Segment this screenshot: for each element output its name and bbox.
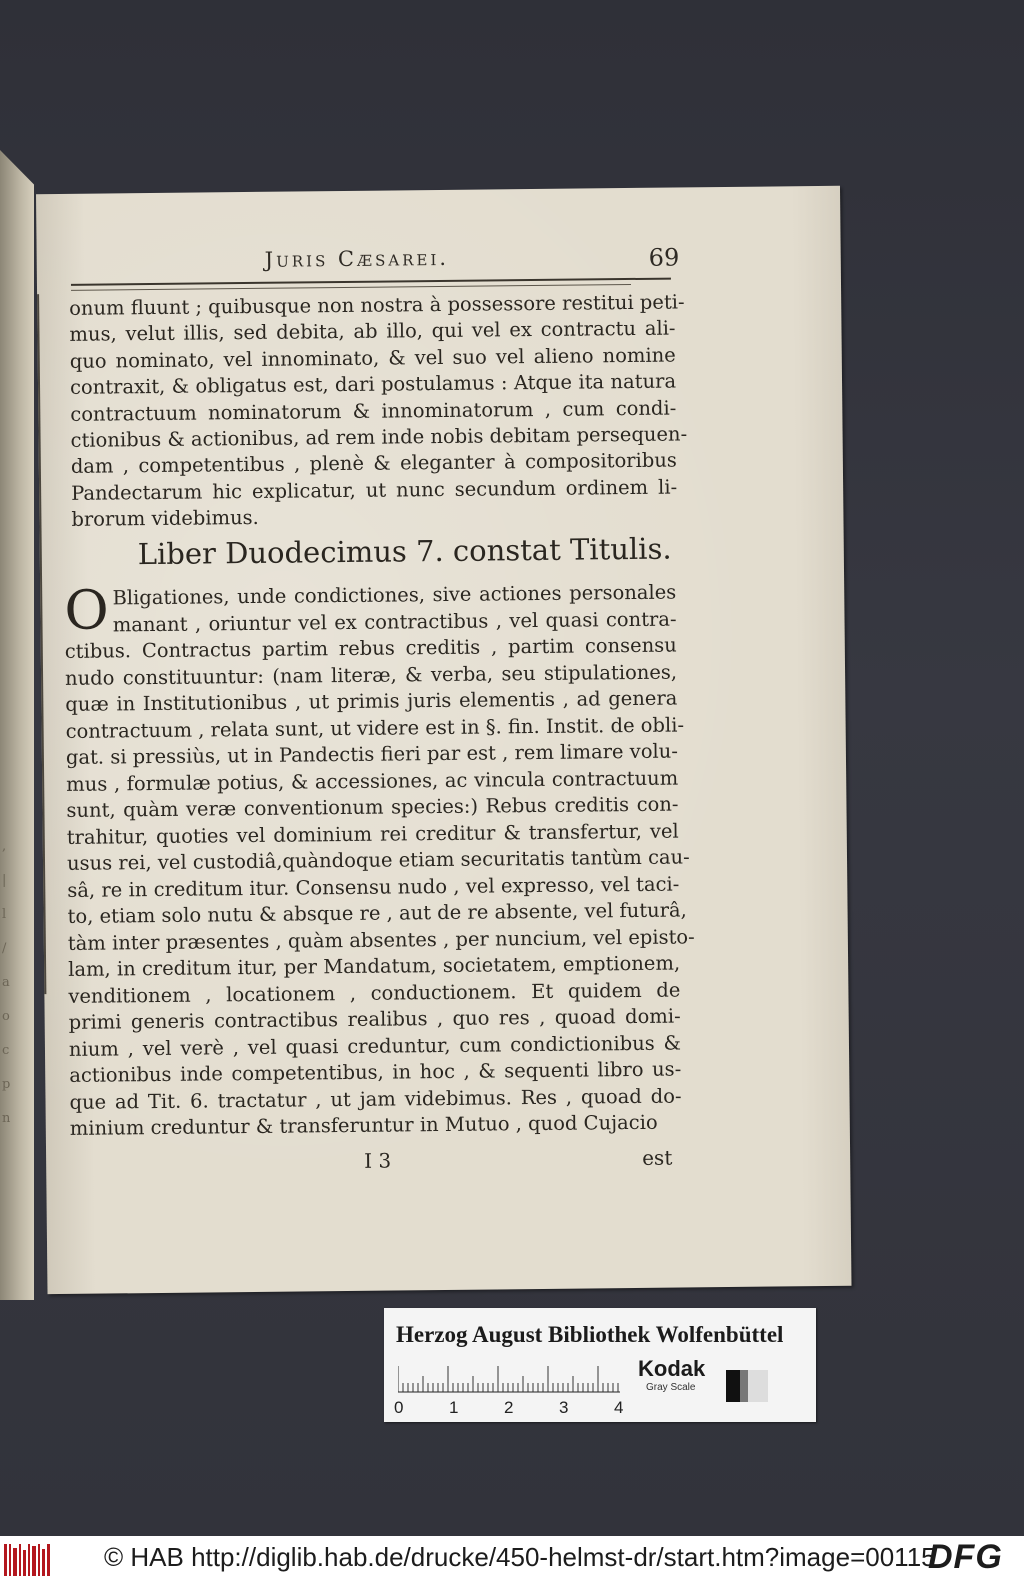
facing-page-marks: , | l / a o c p n [2, 839, 11, 1126]
copyright-link[interactable]: © HAB http://diglib.hab.de/drucke/450-helmst-dr/start.htm?image=00115 [104, 1542, 936, 1572]
text-line: manant , oriuntur vel ex contractibus , vel quasi contra- [112, 607, 677, 636]
page-number: 69 [648, 243, 680, 272]
text-line: mus , formulæ potius, & accessiones, ac vincula contractuum [66, 766, 679, 796]
text-line: Bligationes, unde condictiones, sive actiones personales [112, 580, 677, 610]
paragraph-body [64, 580, 695, 1143]
text-line: Pandectarum hic explicatur, ut nunc secundum ordinem li- [71, 475, 678, 505]
ruler-digit: 0 [394, 1398, 404, 1417]
header-rule-secondary [71, 284, 631, 291]
text-line: quæ in Institutionibus , ut primis juris elementis , ad genera [65, 686, 678, 716]
gray-scale-caption: Gray Scale [646, 1382, 696, 1393]
library-color-card [384, 1308, 816, 1422]
text-line: lam, in creditum itur, per Mandatum, societatem, emptionem, [68, 951, 681, 981]
running-head: Juris Cæsarei. [264, 245, 450, 272]
hab-logo-icon [4, 1544, 50, 1576]
ruler-digit: 3 [559, 1398, 569, 1417]
ruler-digit: 2 [504, 1398, 514, 1417]
text-line: contraxit, & obligatus est, dari postulamus : Atque ita natura [69, 369, 677, 400]
text-line: usus rei, vel custodiâ,quàndoque etiam securitatis tantùm cau- [66, 845, 690, 875]
text-line: sâ, re in creditum itur. Consensu nudo , vel expresso, vel taci- [67, 872, 680, 902]
gray-swatch-dark [726, 1370, 740, 1402]
text-line: ctionibus & actionibus, ad rem inde nobis debitam persequen- [70, 422, 688, 452]
text-line: trahitur, quoties vel dominium rei creditur & transfertur, vel [66, 819, 679, 849]
gray-swatch-light [748, 1370, 768, 1402]
text-line: tàm inter præsentes , quàm absentes , per nuncium, vel episto- [67, 924, 695, 955]
catchword: est [642, 1145, 673, 1170]
text-line: mus, velut illis, sed debita, ab illo, qui vel ex contractu ali- [69, 316, 676, 347]
drop-cap: O [64, 578, 109, 642]
text-line: nudo constituuntur: (nam literæ, & verba, seu stipulationes, [64, 660, 678, 690]
text-line: onum fluunt ; quibusque non nostra à possessore restitui peti- [69, 290, 685, 320]
ruler-digit: 4 [614, 1398, 624, 1417]
footer-bar [0, 1536, 1024, 1582]
book-title: Liber Duodecimus 7. constat Titulis. [137, 531, 672, 572]
text-line: que ad Tit. 6. tractatur , ut jam videbimus. Res , quoad do- [69, 1084, 682, 1114]
text-line: sunt, quàm veræ conventionum species:) Rebus creditis con- [66, 792, 679, 822]
text-line: brorum videbimus. [71, 506, 259, 532]
paragraph-liber-duodecimus [64, 578, 695, 1143]
text-line: ctibus. Contractus partim rebus creditis , partim consensu [64, 633, 677, 663]
text-line: contractuum nominatorum & innominatorum , cum condi- [70, 396, 677, 426]
text-line: contractuum , relata sunt, ut videre est in §. fin. Instit. de obli- [65, 712, 685, 743]
text-line: to, etiam solo nutu & absque re , aut de re absente, vel futurâ, [67, 898, 687, 928]
text-line: quo nominato, vel innominato, & vel suo vel alieno nomine [69, 343, 676, 373]
ruler-digit: 1 [449, 1398, 459, 1417]
text-line: minium creduntur & transferuntur in Mutuo , quod Cujacio [69, 1110, 658, 1140]
text-line: primi generis contractibus realibus , quo res , quoad domi- [68, 1004, 681, 1034]
text-line: venditionem , locationem , conductionem. Et quidem de [68, 978, 681, 1008]
book-page [36, 186, 851, 1294]
text-line: dam , competentibus , plenè & eleganter à compositoribus [70, 448, 677, 479]
text-line: gat. si pressiùs, ut in Pandectis fieri par est , rem limare volu- [65, 739, 679, 769]
library-name: Herzog August Bibliothek Wolfenbüttel [396, 1322, 784, 1347]
signature-mark: I 3 [364, 1148, 392, 1173]
dfg-logo: DFG [928, 1538, 1003, 1576]
paragraph-continued [69, 290, 688, 534]
text-line: nium , vel verè , vel quasi creduntur, cum condictionibus & [68, 1031, 682, 1061]
text-line: actionibus inde competentibus, in hoc , & sequenti libro us- [69, 1057, 682, 1087]
kodak-brand: Kodak [638, 1356, 706, 1381]
ruler-scale-icon [398, 1364, 620, 1394]
gray-swatch-mid [740, 1370, 748, 1402]
